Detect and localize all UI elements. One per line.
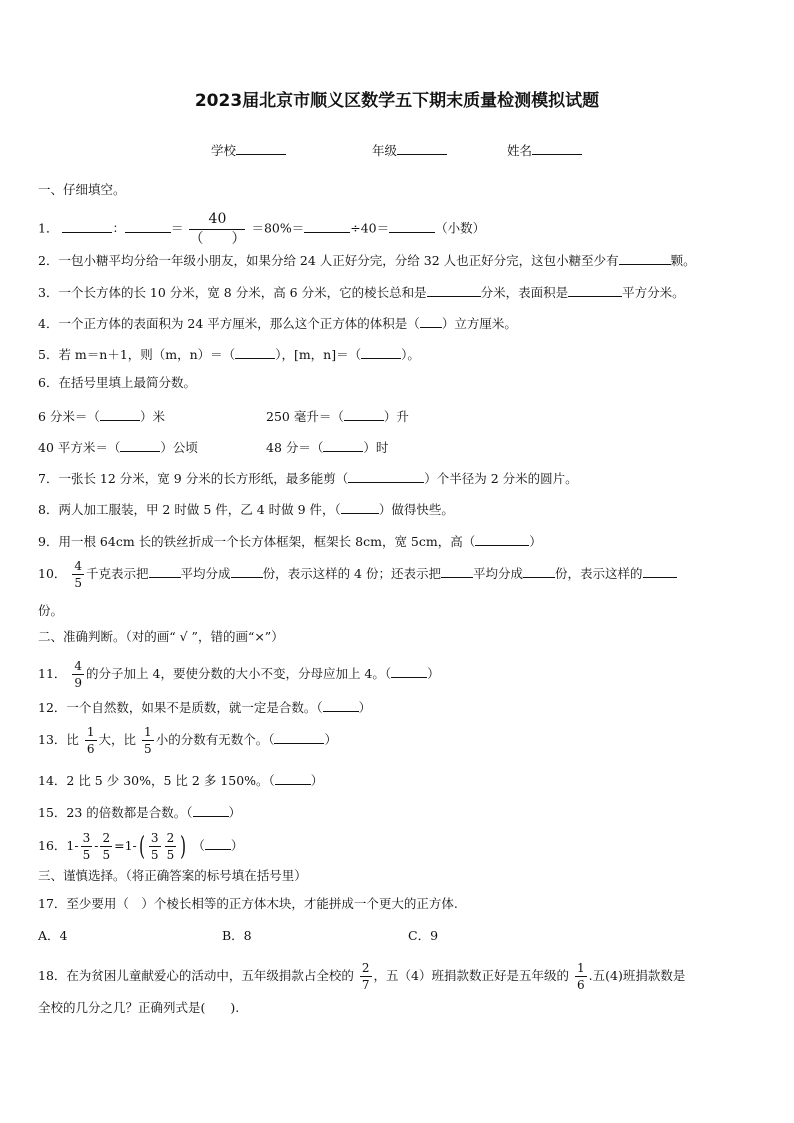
q6-text: 在括号里填上最简分数。 — [58, 375, 196, 390]
q1-blank-2[interactable] — [125, 218, 171, 233]
q3-text-b: 分米，表面积是 — [480, 285, 569, 300]
q18-fraction-1 — [360, 962, 372, 991]
q18-fraction-2 — [575, 962, 587, 991]
fraction-numerator: 2 — [102, 831, 111, 845]
question-16 — [38, 832, 243, 861]
q5-text-b: ），[m，n]＝（ — [275, 347, 362, 362]
question-number: 4． — [38, 316, 59, 331]
page-title: 2023届北京市顺义区数学五下期末质量检测模拟试题 — [194, 91, 600, 111]
question-8 — [38, 499, 454, 518]
q16-left-paren: ( — [138, 831, 145, 862]
fraction-numerator: 1 — [144, 725, 152, 739]
q16-tail-close: ） — [230, 838, 244, 853]
school-blank[interactable] — [236, 140, 286, 155]
q15-text-a: 23 的倍数都是合数。（ — [66, 805, 193, 820]
school-label: 学校 — [211, 143, 237, 158]
fraction-denominator: 5 — [82, 848, 91, 862]
question-number: 1． — [38, 220, 59, 236]
q12-text-a: 一个自然数，如果不是质数，就一定是合数。（ — [66, 700, 323, 715]
fraction-denominator: 9 — [74, 676, 83, 690]
question-number: 14． — [38, 773, 67, 788]
question-17 — [38, 896, 458, 912]
q6-item-2 — [266, 406, 409, 425]
fraction-denominator: 7 — [361, 978, 370, 992]
question-number: 11． — [38, 666, 67, 681]
question-11 — [38, 660, 440, 689]
q13-fraction-1 — [85, 726, 97, 755]
fraction-denominator: 6 — [86, 742, 95, 756]
q14-blank[interactable] — [275, 770, 311, 785]
question-9 — [38, 531, 542, 550]
q11-text-a: 的分子加上 4，要使分数的大小不变，分母应加上 4。（ — [86, 666, 392, 681]
q10-fraction — [72, 560, 84, 589]
q15-blank[interactable] — [193, 802, 229, 817]
q12-blank[interactable] — [323, 697, 359, 712]
q10-continuation — [38, 603, 63, 619]
section-heading-3: 三、谨慎选择。（将正确答案的标号填在括号里） — [38, 868, 307, 883]
question-18 — [38, 962, 685, 991]
q16-blank[interactable] — [205, 835, 231, 850]
q18-text-b: ，五（4）班捐款数正好是五年级的 — [373, 968, 570, 983]
question-7 — [38, 468, 578, 487]
q7-text-b: ）个半径为 2 分米的圆片。 — [424, 471, 578, 486]
q3-text-c: 平方分米。 — [622, 285, 685, 300]
question-number: 8． — [38, 502, 59, 517]
q6-item-1 — [38, 406, 165, 425]
q3-blank-2[interactable] — [568, 282, 622, 297]
grade-field — [372, 140, 447, 159]
section-heading-2: 二、准确判断。（对的画“ √ ”，错的画“×”） — [38, 629, 284, 644]
q6-item-text: 40 平方米＝（ — [38, 440, 121, 455]
question-number: 18． — [38, 968, 67, 983]
q9-text-b: ） — [529, 534, 542, 549]
question-number: 7． — [38, 471, 59, 486]
q17-option-c[interactable]: C．9 — [408, 928, 439, 943]
q17-text: 至少要用（ ）个棱长相等的正方体木块，才能拼成一个更大的正方体. — [66, 896, 458, 911]
question-13 — [38, 726, 337, 755]
q6-blank-3[interactable] — [120, 437, 160, 452]
q6-item-unit: ）时 — [363, 440, 389, 455]
q2-text: 一包小糖平均分给一年级小朋友，如果分给 24 人正好分完，分给 32 人也正好分完，这包小糖至少有 — [58, 253, 619, 268]
q9-blank[interactable] — [475, 531, 529, 546]
question-number: 16． — [38, 838, 67, 853]
q13-text-c: 小的分数有无数个。（ — [155, 732, 275, 747]
q10-blank-4[interactable] — [523, 563, 555, 578]
q16-right-paren: ) — [180, 831, 187, 862]
q16-one-minus: 1- — [66, 838, 79, 853]
q10-blank-2[interactable] — [231, 563, 263, 578]
q1-tail: （小数） — [435, 220, 486, 236]
q5-blank-2[interactable] — [361, 344, 401, 359]
question-number: 10． — [38, 566, 67, 581]
fraction-denominator: 5 — [144, 742, 152, 756]
grade-label: 年级 — [372, 143, 398, 158]
q10-text-e: 份，表示这样的 — [554, 566, 643, 581]
q1-percent: ＝80%＝ — [251, 220, 305, 236]
fraction-denominator: 5 — [102, 848, 111, 862]
q16-minus: - — [94, 838, 99, 853]
q1-division: ÷40＝ — [350, 220, 390, 236]
question-number: 12． — [38, 700, 67, 715]
q15-text-b: ） — [228, 805, 242, 820]
q8-text-b: ）做得快些。 — [378, 502, 454, 517]
q6-blank-2[interactable] — [344, 406, 384, 421]
q10-blank-3[interactable] — [441, 563, 473, 578]
q11-blank[interactable] — [391, 663, 427, 678]
q2-blank[interactable] — [619, 250, 671, 265]
q5-text-a: 若 m＝n＋1，则（m，n）＝（ — [58, 347, 236, 362]
q6-blank-4[interactable] — [323, 437, 363, 452]
q1-fraction — [189, 212, 245, 246]
fraction-denominator: 5 — [166, 848, 175, 862]
q14-text-b: ） — [310, 773, 324, 788]
q11-text-b: ） — [427, 666, 440, 681]
q10-blank-5[interactable] — [643, 563, 677, 578]
fraction-denominator[interactable]: （ ） — [189, 231, 246, 247]
question-number: 9． — [38, 534, 59, 549]
q6-item-unit: ）米 — [139, 409, 165, 424]
q7-text-a: 一张长 12 分米，宽 9 分米的长方形纸，最多能剪（ — [58, 471, 349, 486]
question-6 — [38, 375, 196, 391]
q4-text-a: 一个正方体的表面积为 24 平方厘米，那么这个正方体的体积是（ — [58, 316, 420, 331]
fraction-numerator: 2 — [361, 961, 370, 975]
q13-text-a: 比 — [66, 732, 79, 747]
q6-item-unit: ）公顷 — [160, 440, 198, 455]
q18-text-c: .五(4)班捐款数是 — [588, 968, 686, 983]
q6-item-unit: ）升 — [383, 409, 409, 424]
question-3 — [38, 282, 685, 301]
fraction-numerator: 4 — [74, 659, 83, 673]
q3-text-a: 一个长方体的长 10 分米，宽 8 分米，高 6 分米，它的棱长总和是 — [58, 285, 427, 300]
q11-fraction — [72, 660, 84, 689]
q13-blank[interactable] — [274, 729, 324, 744]
question-14 — [38, 770, 323, 789]
question-number: 3． — [38, 285, 59, 300]
question-10 — [38, 560, 677, 589]
name-label: 姓名 — [507, 143, 533, 158]
q13-fraction-2 — [142, 726, 154, 755]
q10-text-d: 平均分成 — [472, 566, 523, 581]
q6-item-text: 48 分＝（ — [266, 440, 324, 455]
q8-blank[interactable] — [341, 499, 379, 514]
q10-text-c: 份，表示这样的 4 份；还表示把 — [262, 566, 441, 581]
q8-text-a: 两人加工服装，甲 2 时做 5 件，乙 4 时做 9 件，（ — [58, 502, 341, 517]
q14-text-a: 2 比 5 少 30%，5 比 2 多 150%。（ — [66, 773, 275, 788]
question-2 — [38, 250, 696, 269]
q6-item-4 — [266, 437, 388, 456]
q16-equals: =1- — [114, 838, 137, 853]
fraction-denominator: 6 — [577, 978, 585, 992]
fraction-numerator: 40 — [189, 212, 245, 230]
q16-tail-open: （ — [192, 838, 205, 853]
grade-blank[interactable] — [397, 140, 447, 155]
q18-text-a: 在为贫困儿童献爱心的活动中，五年级捐款占全校的 — [66, 968, 354, 983]
fraction-denominator: 5 — [74, 576, 83, 590]
q6-item-3 — [38, 437, 198, 456]
q6-blank-1[interactable] — [100, 406, 140, 421]
question-number: 2． — [38, 253, 59, 268]
question-12 — [38, 697, 371, 716]
question-number: 5． — [38, 347, 59, 362]
q10-text-b: 平均分成 — [180, 566, 231, 581]
q18-continuation: 全校的几分之几？正确列式是( ). — [38, 1000, 240, 1015]
q1-colon: ： — [112, 220, 125, 236]
question-number: 13． — [38, 732, 67, 747]
fraction-numerator: 2 — [166, 831, 175, 845]
q4-blank[interactable] — [420, 313, 442, 328]
fraction-numerator: 1 — [86, 725, 95, 739]
q1-blank-1[interactable] — [62, 218, 112, 233]
school-field — [211, 140, 286, 159]
q16-fraction-4 — [165, 832, 177, 861]
q16-fraction-1 — [81, 832, 93, 861]
q10-text-f: 份。 — [38, 603, 64, 618]
q6-item-text: 250 毫升＝（ — [266, 409, 344, 424]
q2-end: 颗。 — [670, 253, 696, 268]
name-blank[interactable] — [532, 140, 582, 155]
question-number: 6． — [38, 375, 59, 390]
fraction-numerator: 3 — [82, 831, 91, 845]
q3-blank-1[interactable] — [427, 282, 481, 297]
q13-text-b: 大，比 — [98, 732, 137, 747]
question-number: 15． — [38, 805, 67, 820]
q10-text-a: 千克表示把 — [86, 566, 149, 581]
q5-text-c: ）。 — [401, 347, 420, 362]
q9-text-a: 用一根 64cm 长的铁丝折成一个长方体框架，框架长 8cm，宽 5cm，高（ — [58, 534, 476, 549]
question-5 — [38, 344, 420, 363]
section-heading-1: 一、仔细填空。 — [38, 182, 126, 197]
q1-equals: ＝ — [170, 220, 184, 236]
fraction-numerator: 1 — [577, 961, 585, 975]
q16-fraction-2 — [100, 832, 112, 861]
question-number: 17． — [38, 896, 67, 911]
q16-fraction-3 — [149, 832, 161, 861]
q1-blank-3[interactable] — [304, 218, 350, 233]
name-field — [507, 140, 582, 159]
q13-text-d: ） — [324, 732, 337, 747]
fraction-numerator: 4 — [74, 559, 83, 573]
question-15 — [38, 802, 241, 821]
question-4 — [38, 313, 517, 332]
q5-blank-1[interactable] — [235, 344, 275, 359]
question-1 — [38, 212, 485, 246]
fraction-denominator: 5 — [150, 848, 159, 862]
q17-option-a[interactable]: A．4 — [38, 928, 68, 943]
q12-text-b: ） — [358, 700, 372, 715]
fraction-numerator: 3 — [150, 831, 159, 845]
q6-item-text: 6 分米＝（ — [38, 409, 100, 424]
q17-option-b[interactable]: B．8 — [222, 928, 252, 943]
q4-text-b: ）立方厘米。 — [441, 316, 517, 331]
q10-blank-1[interactable] — [149, 563, 181, 578]
q7-blank[interactable] — [348, 468, 424, 483]
q1-blank-4[interactable] — [389, 218, 435, 233]
